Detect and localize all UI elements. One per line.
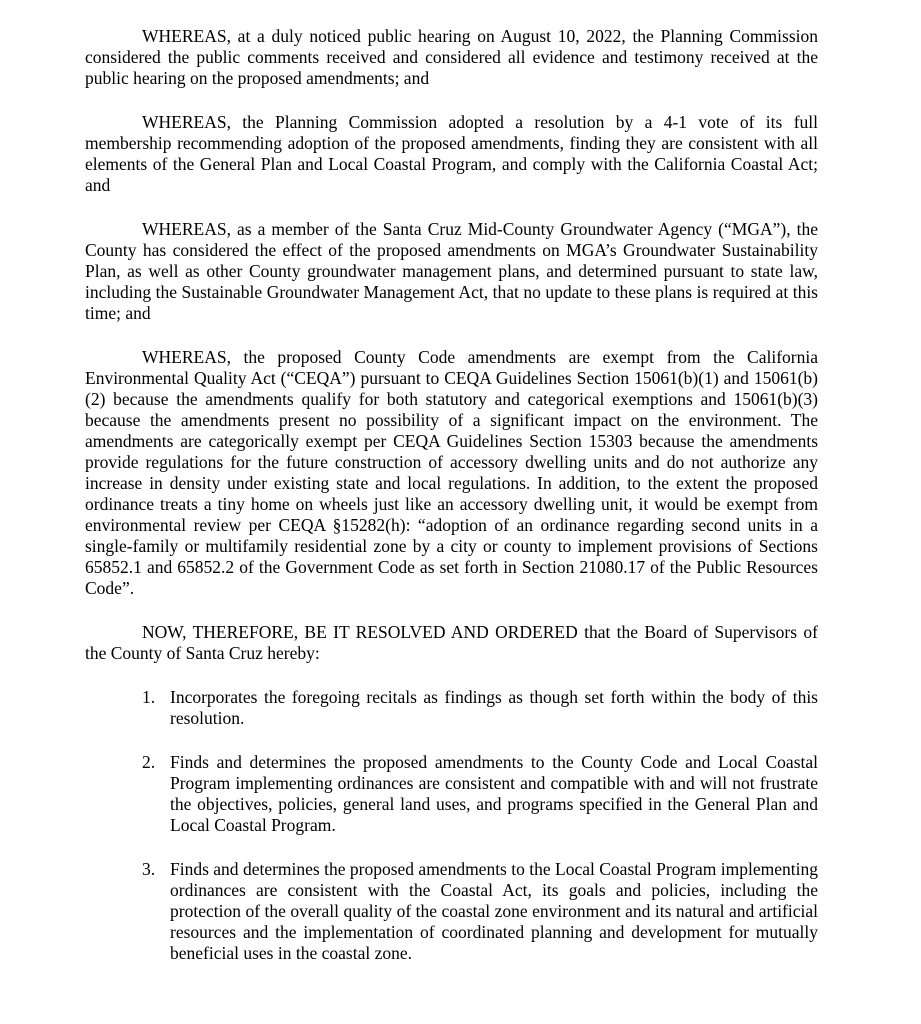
finding-text-2: Finds and determines the proposed amendments to the County Code and Local Coastal Program implementing ordinances are consistent and compatible with and will not frustrate the objectives, policies, general land uses, and programs specified in the General Plan and Local Coastal Program.: [170, 752, 818, 835]
finding-number-2: 2.: [142, 752, 156, 772]
finding-text-1: Incorporates the foregoing recitals as findings as though set forth within the body of this resolution.: [170, 687, 818, 728]
resolution-clause: NOW, THEREFORE, BE IT RESOLVED AND ORDERED that the Board of Supervisors of the County of Santa Cruz hereby:: [85, 622, 818, 663]
finding-number-3: 3.: [142, 859, 156, 879]
whereas-clause-1: WHEREAS, at a duly noticed public hearing on August 10, 2022, the Planning Commission considered the public comments received and considered all evidence and testimony received at the public hearing on the proposed amendments; and: [85, 26, 818, 88]
finding-text-3: Finds and determines the proposed amendments to the Local Coastal Program implementing ordinances are consistent with the Coastal Act, its goals and policies, including the protection of the overall quality of the coastal zone environment and its natural and artificial resources and the implementation of coordinated planning and development for mutually beneficial uses in the coastal zone.: [170, 859, 818, 963]
finding-item-3: [142, 859, 818, 964]
finding-item-2: [142, 752, 818, 836]
whereas-clause-4: WHEREAS, the proposed County Code amendments are exempt from the California Environmental Quality Act (“CEQA”) pursuant to CEQA Guidelines Section 15061(b)(1) and 15061(b)(2) because the amendments qualify for both statutory and categorical exemptions and 15061(b)(3) because the amendments present no possibility of a significant impact on the environment. The amendments are categorically exempt per CEQA Guidelines Section 15303 because the amendments provide regulations for the future construction of accessory dwelling units and do not authorize any increase in density under existing state and local regulations. In addition, to the extent the proposed ordinance treats a tiny home on wheels just like an accessory dwelling unit, it would be exempt from environmental review per CEQA §15282(h): “adoption of an ordinance regarding second units in a single-family or multifamily residential zone by a city or county to implement provisions of Sections 65852.1 and 65852.2 of the Government Code as set forth in Section 21080.17 of the Public Resources Code”.: [85, 347, 818, 598]
finding-item-1: [142, 687, 818, 729]
whereas-clause-2: WHEREAS, the Planning Commission adopted a resolution by a 4-1 vote of its full membership recommending adoption of the proposed amendments, finding they are consistent with all elements of the General Plan and Local Coastal Program, and comply with the California Coastal Act; and: [85, 112, 818, 195]
finding-number-1: 1.: [142, 687, 156, 707]
whereas-clause-3: WHEREAS, as a member of the Santa Cruz Mid-County Groundwater Agency (“MGA”), the County has considered the effect of the proposed amendments on MGA’s Groundwater Sustainability Plan, as well as other County groundwater management plans, and determined pursuant to state law, including the Sustainable Groundwater Management Act, that no update to these plans is required at this time; and: [85, 219, 818, 323]
findings-list: [85, 687, 818, 964]
